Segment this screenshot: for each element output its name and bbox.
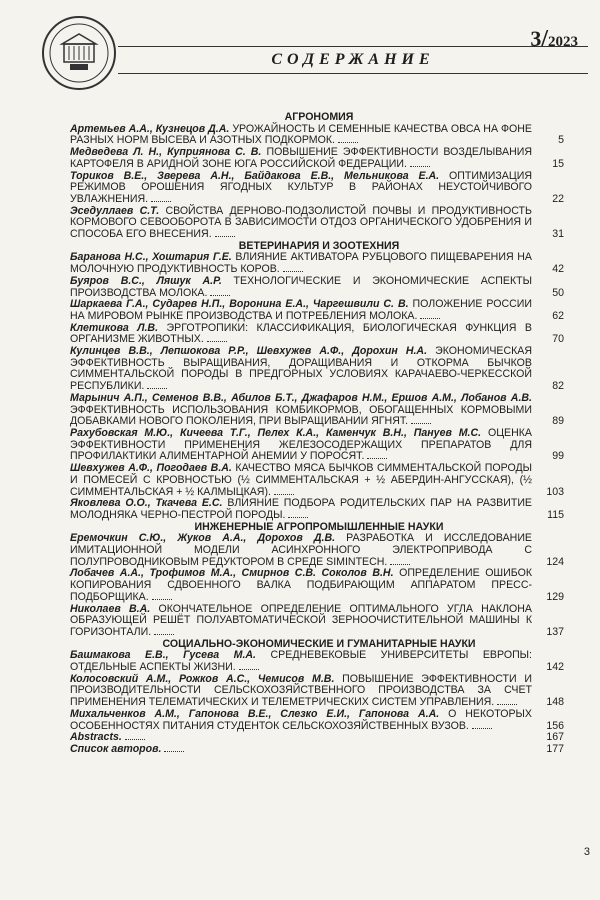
toc-leader-dots bbox=[125, 739, 145, 740]
toc-entry-page: 142 bbox=[546, 661, 564, 674]
toc-entry[interactable] bbox=[70, 463, 568, 498]
toc-entry[interactable] bbox=[70, 276, 568, 299]
toc-leader-dots bbox=[288, 517, 308, 518]
toc-entry-authors: Рахубовская М.Ю., Кичеева Т.Г., Пелех К.А., Каменчук В.Н., Пануев М.С. bbox=[70, 426, 482, 439]
toc-leader-dots bbox=[338, 142, 358, 143]
toc-entry-authors: Шевхужев А.Ф., Погодаев В.А. bbox=[70, 462, 232, 475]
toc-entry-title: ВЛИЯНИЕ ПОДБОРА РОДИТЕЛЬСКИХ ПАР НА РАЗВИТИЕ МОЛОДНЯКА ЧЕРНО-ПЕСТРОЙ ПОРОДЫ. bbox=[70, 497, 532, 521]
toc-leader-dots bbox=[390, 564, 410, 565]
toc-entry-page: 5 bbox=[558, 134, 564, 147]
toc-entry[interactable] bbox=[70, 604, 568, 639]
toc-entry-text bbox=[70, 533, 532, 568]
toc-entry-page: 62 bbox=[552, 309, 564, 322]
toc-entry-page: 15 bbox=[552, 157, 564, 170]
toc-entry[interactable] bbox=[70, 346, 568, 393]
toc-leader-dots bbox=[239, 669, 259, 670]
toc-leader-dots bbox=[207, 341, 227, 342]
toc-entry-title: ПОЛОЖЕНИЕ РОССИИ НА МИРОВОМ РЫНКЕ ПРОИЗВОДСТВА И ПОТРЕБЛЕНИЯ МОЛОКА. bbox=[70, 298, 532, 322]
toc-entry[interactable] bbox=[70, 171, 568, 206]
toc-entry[interactable] bbox=[70, 533, 568, 568]
toc-entry[interactable] bbox=[70, 299, 568, 322]
toc-entry-authors: Буяров В.С., Ляшук А.Р. bbox=[70, 274, 222, 287]
toc-entry-authors: Медведева Л. Н., Куприянова С. В. bbox=[70, 146, 262, 159]
toc-entry-authors: Список авторов. bbox=[70, 742, 162, 755]
toc-entry-title: СРЕДНЕВЕКОВЫЕ УНИВЕРСИТЕТЫ ЕВРОПЫ: ОТДЕЛЬНЫЕ АСПЕКТЫ ЖИЗНИ. bbox=[70, 649, 533, 674]
toc-entry-page: 177 bbox=[546, 742, 564, 755]
toc-entry-page: 148 bbox=[546, 696, 564, 709]
toc-entry-authors: Яковлева О.О., Ткачева Е.С. bbox=[70, 497, 223, 510]
issue-slash: / bbox=[541, 26, 548, 52]
toc-leader-dots bbox=[497, 704, 517, 705]
toc-entry-text bbox=[70, 393, 532, 428]
toc-entry-authors: Лобачев А.А., Трофимов М.А., Смирнов С.В. Соколов В.Н. bbox=[70, 567, 394, 580]
toc-entry-page: 22 bbox=[552, 192, 564, 205]
section-heading: ИНЖЕНЕРНЫЕ АГРОПРОМЫШЛЕННЫЕ НАУКИ bbox=[194, 520, 444, 533]
toc-entry-authors: Эседуллаев С.Т. bbox=[70, 204, 160, 217]
toc-entry-text bbox=[70, 674, 532, 709]
toc-entry[interactable] bbox=[70, 428, 568, 463]
toc-leader-dots bbox=[215, 236, 235, 237]
toc-leader-dots bbox=[472, 728, 492, 729]
toc-entry-title: ВЛИЯНИЕ АКТИВАТОРА РУБЦОВОГО ПИЩЕВАРЕНИЯ НА МОЛОЧНУЮ ПРОДУКТИВНОСТЬ КОРОВ. bbox=[70, 251, 532, 276]
section-heading: АГРОНОМИЯ bbox=[284, 111, 354, 123]
toc-entry-page: 31 bbox=[552, 228, 564, 241]
toc-entry-title: РАЗРАБОТКА И ИССЛЕДОВАНИЕ ИМИТАЦИОННОЙ МОДЕЛИ АСИНХРОННОГО ЭЛЕКТРОПРИВОДА С ПОЛУПРОВОДНИКОВЫМ РЕДУКТОРОМ В СРЕДЕ SIMINTECH. bbox=[70, 532, 532, 568]
toc-entry-text bbox=[70, 299, 532, 322]
toc-entry-text bbox=[70, 604, 532, 639]
toc-entry-page: 50 bbox=[552, 286, 564, 299]
toc-entry-title: СВОЙСТВА ДЕРНОВО-ПОДЗОЛИСТОЙ ПОЧВЫ И ПРОДУКТИВНОСТЬ КОРМОВОГО СЕВООБОРОТА В ЗАВИСИМОСТИ ОТДОЗ ОРГАНИЧЕСКОГО УДОБРЕНИЯ И СПОСОБА ЕГО ВНЕСЕНИЯ. bbox=[70, 204, 532, 241]
contents-title-bar bbox=[118, 46, 588, 74]
toc-entry-title: ЭФФЕКТИВНОСТЬ ИСПОЛЬЗОВАНИЯ КОМБИКОРМОВ, ОБОГАЩЕННЫХ КОРМОВЫМИ ДОБАВКАМИ НОВОГО ПОКОЛЕНИЯ, ПРИ ВЫРАЩИВАНИИ ЯГНЯТ. bbox=[70, 403, 532, 428]
toc-leader-dots bbox=[274, 494, 294, 495]
toc-entry-text bbox=[70, 323, 532, 346]
journal-logo-seal bbox=[40, 14, 118, 92]
toc-entry-title: ПОВЫШЕНИЕ ЭФФЕКТИВНОСТИ ВОЗДЕЛЫВАНИЯ КАРТОФЕЛЯ В АРИДНОЙ ЗОНЕ ЮГА РОССИЙСКОЙ ФЕДЕРАЦИИ. bbox=[70, 146, 532, 170]
toc-entry-page: 156 bbox=[546, 719, 564, 732]
toc-entry[interactable] bbox=[70, 709, 568, 732]
toc-leader-dots bbox=[420, 318, 440, 319]
toc-entry[interactable] bbox=[70, 674, 568, 709]
toc-entry-text bbox=[70, 276, 532, 299]
toc-leader-dots bbox=[411, 423, 431, 424]
toc-entry-text bbox=[70, 206, 532, 241]
toc-entry-authors: Баранова Н.С., Хоштария Г.Е. bbox=[70, 251, 232, 264]
toc-entry-authors: Клетикова Л.В. bbox=[70, 321, 159, 334]
toc-entry-title: ТЕХНОЛОГИЧЕСКИЕ И ЭКОНОМИЧЕСКИЕ АСПЕКТЫ ПРОИЗВОДСТВА МОЛОКА. bbox=[70, 274, 532, 299]
toc-entry-title: ОЦЕНКА ЭФФЕКТИВНОСТИ ПРИМЕНЕНИЯ ЖЕЛЕЗОСОДЕРЖАЩИХ ПРЕПАРАТОВ ДЛЯ ПРОФИЛАКТИКИ АЛИМЕНТАРНОЙ АНЕМИИ У ПОРОСЯТ. bbox=[70, 426, 532, 463]
toc-entry-authors: Николаев В.А. bbox=[70, 602, 151, 615]
toc-entry-authors: Колосовский А.М., Рожков А.С., Чемисов М.В. bbox=[70, 672, 335, 685]
toc-entry-text bbox=[70, 744, 532, 756]
toc-leader-dots bbox=[283, 271, 303, 272]
toc-leader-dots bbox=[147, 388, 167, 389]
toc-entry-title: ПОВЫШЕНИЕ ЭФФЕКТИВНОСТИ И ПРОИЗВОДИТЕЛЬНОСТИ СЕЛЬСКОХОЗЯЙСТВЕННОГО ПРОИЗВОДСТВА ЗА СЧЕТ ПРИМЕНЕНИЯ ТЕЛЕМАТИЧЕСКИХ И ТЕЛЕМЕТРИЧЕСКИХ СИСТЕМ УПРАВЛЕНИЯ. bbox=[70, 672, 532, 709]
toc-entry-authors: Abstracts. bbox=[70, 731, 122, 744]
toc-entry-page: 42 bbox=[552, 263, 564, 276]
toc-leader-dots bbox=[154, 634, 174, 635]
toc-entry-text bbox=[70, 171, 532, 206]
toc-entry-page: 115 bbox=[547, 508, 564, 521]
toc-entry-title: ОПРЕДЕЛЕНИЕ ОШИБОК КОПИРОВАНИЯ СДВОЕННОГО ВАЛКА ПОДБИРАЮЩИМ АППАРАТОМ ПРЕСС-ПОДБОРЩИКА. bbox=[70, 567, 533, 603]
toc-entry-authors: Шаркаева Г.А., Сударев Н.П., Воронина Е.А., Чаргешвили С. В. bbox=[70, 298, 409, 311]
toc-entry-title: ЭРГОТРОПИКИ: КЛАССИФИКАЦИЯ, БИОЛОГИЧЕСКАЯ ФУНКЦИЯ В ОРГАНИЗМЕ ЖИВОТНЫХ. bbox=[70, 321, 532, 346]
toc-entry-text bbox=[70, 124, 532, 147]
toc-entry-authors: Кулинцев В.В., Лепшокова Р.Р., Шевхужев А.Ф., Дорохин Н.А. bbox=[70, 345, 428, 358]
toc-entry-page: 124 bbox=[546, 555, 564, 568]
page-number: 3 bbox=[583, 846, 590, 858]
toc-leader-dots bbox=[151, 201, 171, 202]
toc-entry-text bbox=[70, 463, 532, 498]
toc-entry[interactable] bbox=[70, 252, 568, 275]
toc-entry-authors: Еремочкин С.Ю., Жуков А.А., Дорохов Д.В. bbox=[70, 532, 336, 545]
toc-entry-text bbox=[70, 147, 532, 170]
toc-entry-text bbox=[70, 568, 532, 603]
toc-entry-text bbox=[70, 346, 532, 393]
toc-entry-title: КАЧЕСТВО МЯСА БЫЧКОВ СИММЕНТАЛЬСКОЙ ПОРОДЫ И ПОМЕСЕЙ С КРОВНОСТЬЮ (½ СИММЕНТАЛЬСКАЯ + ½ АБЕРДИН-АНГУССКАЯ), (½ СИММЕНТАЛЬСКАЯ + ½ КАЛМЫЦКАЯ). bbox=[70, 462, 532, 498]
toc-entry-text bbox=[70, 650, 532, 673]
toc-entry[interactable] bbox=[70, 744, 568, 756]
toc-entry-text bbox=[70, 428, 532, 463]
toc-entry-text bbox=[70, 498, 532, 521]
section-heading: СОЦИАЛЬНО-ЭКОНОМИЧЕСКИЕ И ГУМАНИТАРНЫЕ НАУКИ bbox=[162, 637, 476, 650]
toc-entry-title: ОКОНЧАТЕЛЬНОЕ ОПРЕДЕЛЕНИЕ ОПТИМАЛЬНОГО УГЛА НАКЛОНА ОБРАЗУЮЩЕЙ РЕШЁТ ПОЛУАВТОМАТИЧЕСКОЙ ЗЕРНООЧИСТИТЕЛЬНОЙ МАШИНЫ К ГОРИЗОНТАЛИ. bbox=[70, 602, 532, 638]
toc-entry-title: О НЕКОТОРЫХ ОСОБЕННОСТЯХ ПИТАНИЯ СТУДЕНТОК СЕЛЬСКОХОЗЯЙСТВЕННЫХ ВУЗОВ. bbox=[70, 707, 532, 732]
toc-entry[interactable] bbox=[70, 568, 568, 603]
toc-entry-page: 82 bbox=[552, 380, 564, 393]
toc-entry-text bbox=[70, 252, 532, 275]
toc-entry-page: 129 bbox=[546, 590, 564, 603]
toc-entry[interactable] bbox=[70, 498, 568, 521]
issue-number-value: 3 bbox=[530, 26, 542, 51]
toc-entry[interactable] bbox=[70, 147, 568, 170]
toc-entry-page: 89 bbox=[552, 415, 564, 428]
toc-entry-page: 137 bbox=[546, 625, 564, 638]
toc-entry-authors: Марынич А.П., Семенов В.В., Абилов Б.Т., Джафаров Н.М., Ершов А.М., Лобанов А.В. bbox=[70, 391, 532, 404]
toc-entry-authors: Артемьев А.А., Кузнецов Д.А. bbox=[70, 122, 230, 135]
toc-entry-page: 70 bbox=[552, 333, 564, 346]
toc-entry-page: 167 bbox=[546, 731, 564, 744]
table-of-contents bbox=[70, 112, 568, 756]
toc-entry-title: ОПТИМИЗАЦИЯ РЕЖИМОВ ОРОШЕНИЯ ЯГОДНЫХ КУЛЬТУР В РАЙОНАХ НЕУСТОЙЧИВОГО УВЛАЖНЕНИЯ. bbox=[70, 169, 532, 205]
section-heading: ВЕТЕРИНАРИЯ И ЗООТЕХНИЯ bbox=[238, 239, 400, 252]
toc-leader-dots bbox=[210, 295, 230, 296]
toc-entry-authors: Башмакова Е.В., Гусева М.А. bbox=[70, 649, 257, 662]
toc-entry-text bbox=[70, 709, 532, 732]
toc-leader-dots bbox=[410, 166, 430, 167]
toc-entry-title: УРОЖАЙНОСТЬ И СЕМЕННЫЕ КАЧЕСТВА ОВСА НА ФОНЕ РАЗНЫХ НОРМ ВЫСЕВА И АЗОТНЫХ ПОДКОРМОК. bbox=[70, 122, 532, 147]
page-title: СОДЕРЖАНИЕ bbox=[271, 51, 435, 68]
issue-year: 2023 bbox=[548, 34, 578, 50]
toc-entry[interactable] bbox=[70, 323, 568, 346]
toc-entry[interactable] bbox=[70, 650, 568, 673]
toc-entry-title: ЭКОНОМИЧЕСКАЯ ЭФФЕКТИВНОСТЬ ВЫРАЩИВАНИЯ, ДОРАЩИВАНИЯ И ОТКОРМА БЫЧКОВ СИММЕНТАЛЬСКОЙ ПОРОДЫ В ПРЕДГОРНЫХ УСЛОВИЯХ КАРАЧАЕВО-ЧЕРКЕССКОЙ РЕСПУБЛИКИ. bbox=[70, 345, 532, 393]
toc-entry-page: 103 bbox=[546, 485, 564, 498]
toc-entry-page: 99 bbox=[552, 450, 564, 463]
toc-entry-authors: Михальченков А.М., Гапонова В.Е., Слезко Е.И., Гапонова А.А. bbox=[70, 707, 440, 720]
toc-leader-dots bbox=[164, 751, 184, 752]
toc-leader-dots bbox=[152, 599, 172, 600]
toc-entry-authors: Ториков В.Е., Зверева А.Н., Байдакова Е.В., Мельникова Е.А. bbox=[70, 169, 440, 182]
toc-leader-dots bbox=[367, 458, 387, 459]
toc-entry[interactable] bbox=[70, 393, 568, 428]
toc-entry[interactable] bbox=[70, 206, 568, 241]
toc-entry[interactable] bbox=[70, 124, 568, 147]
